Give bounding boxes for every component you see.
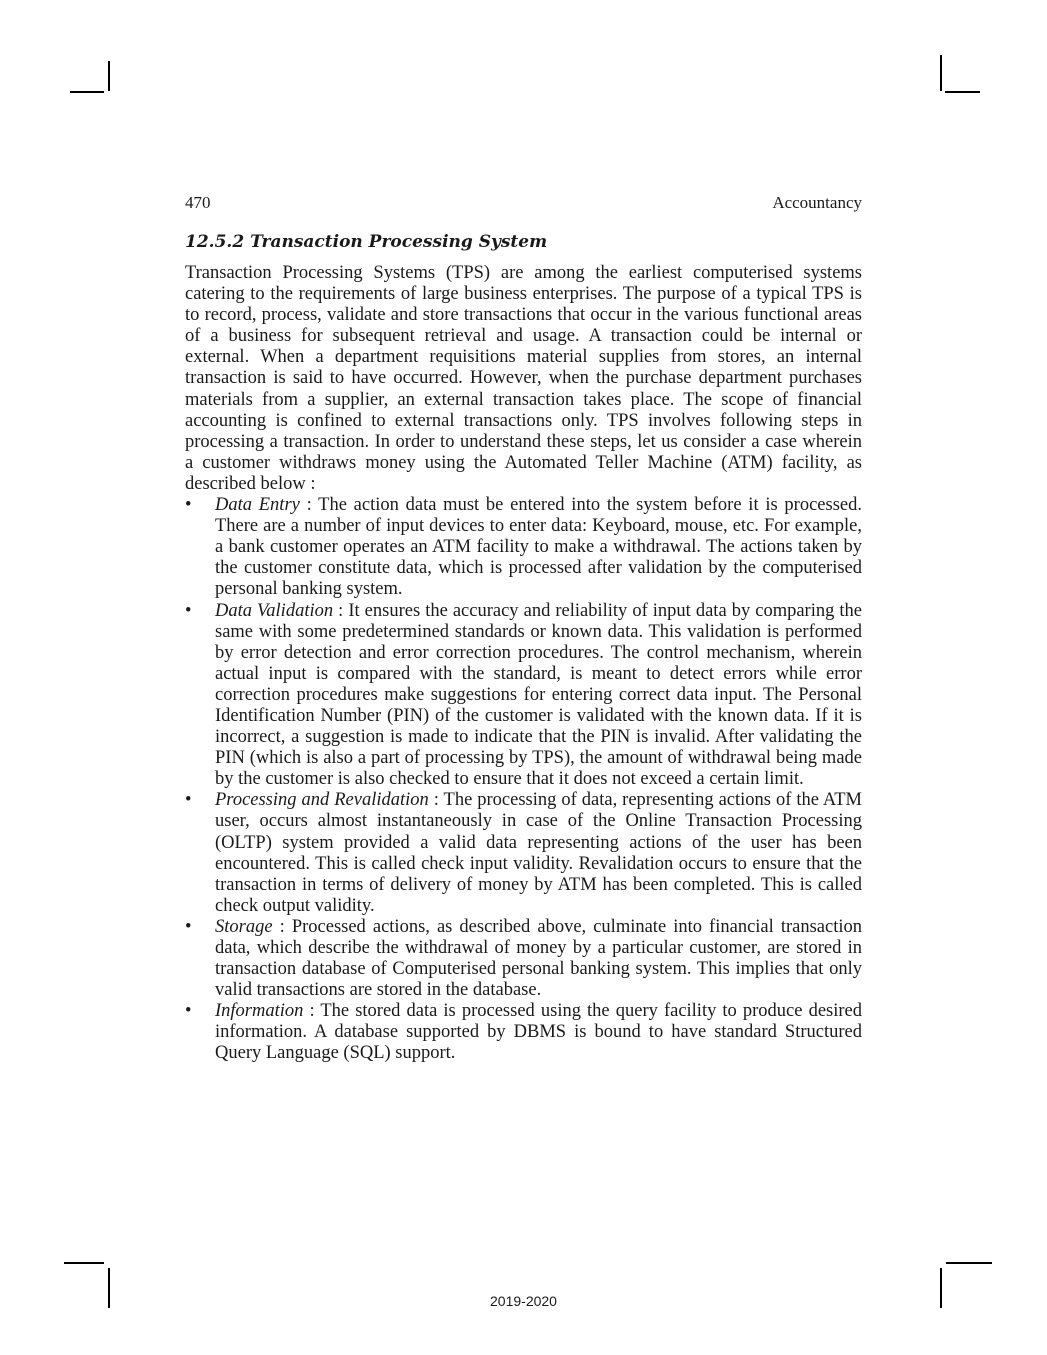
- running-head: [185, 193, 862, 217]
- list-item-data-entry: [185, 495, 862, 600]
- crop-mark-top-left-horizontal: [70, 91, 104, 93]
- list-item-data-validation: [185, 601, 862, 791]
- book-title: Accountancy: [772, 193, 862, 212]
- term-description: : It ensures the accuracy and reliability of input data by comparing the same with some predetermined standards or known data. This validation is performed by error detection and error correction procedures. The control mechanism, wherein actual input is compared with the standard, is meant to detect errors while error correction procedures make suggestions for entering correct data input. The Personal Identification Number (PIN) of the customer is validated with the known data. If it is incorrect, a suggestion is made to indicate that the PIN is invalid. After validating the PIN (which is also a part of processing by TPS), the amount of withdrawal being made by the customer is also checked to ensure that it does not exceed a certain limit.: [215, 600, 863, 790]
- term-label: Storage: [215, 916, 273, 937]
- bullet-icon: •: [185, 600, 192, 621]
- term-description: : The processing of data, representing actions of the ATM user, occurs almost instantaneously in case of the Online Transaction Processing (OLTP) system provided a valid data representing actions of the user has been encountered. This is called check input validity. Revalidation occurs to ensure that the transaction in terms of delivery of money by ATM has been completed. This is called check output validity.: [215, 790, 862, 916]
- bullet-icon: •: [185, 1001, 192, 1022]
- steps-list: [185, 495, 862, 1065]
- crop-mark-bottom-right-horizontal: [946, 1262, 992, 1264]
- intro-paragraph: Transaction Processing Systems (TPS) are among the earliest computerised systems catering to the requirements of large business enterprises. The purpose of a typical TPS is to record, process, validate and store transactions that occur in the various functional areas of a business for subsequent retrieval and usage. A transaction could be internal or external. When a department requisitions material supplies from stores, an internal transaction is said to have occurred. However, when the purchase department purchases materials from a supplier, an external transaction takes place. The scope of financial accounting is confined to external transactions only. TPS involves following steps in processing a transaction. In order to understand these steps, let us consider a case wherein a customer withdraws money using the Automated Teller Machine (ATM) facility, as described below :: [185, 263, 862, 494]
- term-description: : Processed actions, as described above, culminate into financial transaction data, which describe the withdrawal of money by a particular customer, are stored in transaction database of Computerised personal banking system. This implies that only valid transactions are stored in the database.: [215, 916, 862, 1001]
- footer-year: 2019-2020: [490, 1293, 557, 1309]
- bullet-icon: •: [185, 916, 192, 937]
- term-description: : The stored data is processed using the query facility to produce desired information. A database supported by DBMS is bound to have standard Structured Query Language (SQL) support.: [215, 1001, 862, 1064]
- term-label: Information: [215, 1001, 304, 1022]
- term-label: Data Validation: [215, 600, 334, 621]
- section-heading: 12.5.2 Transaction Processing System: [185, 232, 548, 252]
- list-item-processing-revalidation: [185, 790, 862, 917]
- term-label: Processing and Revalidation: [215, 790, 429, 811]
- section-body: [185, 263, 862, 1065]
- crop-mark-top-right-vertical: [940, 55, 942, 91]
- bullet-icon: •: [185, 790, 192, 811]
- crop-mark-bottom-left-horizontal: [64, 1262, 104, 1264]
- bullet-icon: •: [185, 495, 192, 516]
- crop-mark-top-right-horizontal: [945, 91, 980, 93]
- term-description: : The action data must be entered into the system before it is processed. There are a number of input devices to enter data: Keyboard, mouse, etc. For example, a bank customer operates an ATM facility to make a withdrawal. The actions taken by the customer constitute data, which is processed after validation by the computerised personal banking system.: [215, 495, 862, 600]
- page-number: 470: [185, 193, 211, 212]
- crop-mark-top-left-vertical: [108, 61, 110, 91]
- list-item-storage: [185, 917, 862, 1001]
- term-label: Data Entry: [215, 495, 300, 516]
- list-item-information: [185, 1001, 862, 1064]
